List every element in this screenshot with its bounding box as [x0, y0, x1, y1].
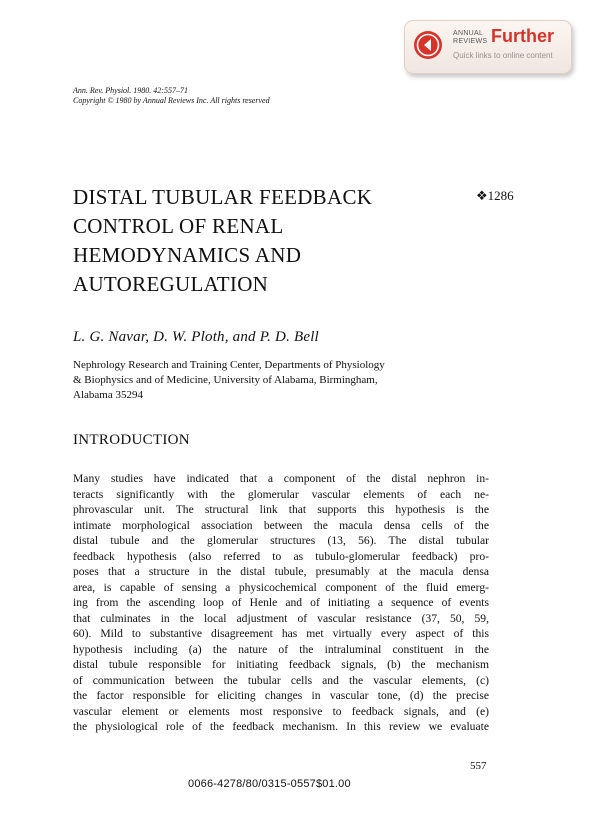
title-line: DISTAL TUBULAR FEEDBACK [73, 185, 373, 209]
authors: L. G. Navar, D. W. Ploth, and P. D. Bell [73, 329, 319, 345]
banner-further-label[interactable]: Further [491, 26, 554, 46]
body-line: vascular element or elements most responsive to feedback signals, and (e) [73, 704, 489, 718]
body-line: phrovascular unit. The structural link that supports this hypothesis is the [73, 503, 489, 516]
footer-code: 0066-4278/80/0315-0557$01.00 [188, 778, 351, 790]
banner-quick-links[interactable]: Quick links to online content [453, 51, 553, 60]
article-title [73, 183, 433, 299]
citation [73, 86, 270, 106]
section-heading: INTRODUCTION [73, 432, 190, 448]
further-banner[interactable] [404, 20, 572, 74]
body-line: feedback hypothesis (also referred to as tubulo-glomerular feedback) pro- [73, 549, 489, 563]
banner-annual-reviews: ANNUAL REVIEWS [453, 30, 488, 45]
body-paragraph [73, 471, 489, 735]
title-line: HEMODYNAMICS AND [73, 243, 302, 267]
body-line: distal tubule responsible for initiating feedback signals, (b) the mechanism [73, 658, 489, 671]
body-line: ing from the ascending loop of Henle and of initiating a sequence of events [73, 596, 489, 609]
body-line: teracts significantly with the glomerular vascular elements of each ne- [73, 487, 489, 501]
citation-journal: Ann. Rev. Physiol. 1980. 42:557–71 [73, 86, 188, 95]
body-line: Many studies have indicated that a component of the distal nephron in- [73, 472, 489, 485]
body-line: hypothesis including (a) the nature of the intraluminal constituent in the [73, 642, 489, 656]
title-line: CONTROL OF RENAL [73, 214, 284, 238]
affiliation-line: Alabama 35294 [73, 389, 143, 401]
body-line: poses that a structure in the distal tubule, presumably at the macula densa [73, 565, 489, 578]
title-line: AUTOREGULATION [73, 272, 269, 296]
body-line: intimate morphological association between the macula densa cells of the [73, 518, 489, 532]
document-id: ❖1286 [476, 188, 514, 203]
body-line: of communication between the tubular cells and the vascular elements, (c) [73, 673, 489, 687]
body-line: area, is capable of sensing a physicochemical component of the fluid emerg- [73, 580, 489, 594]
body-line: that culminates in the local adjustment of vascular resistance (37, 50, 59, [73, 611, 489, 625]
affiliation-line: & Biophysics and of Medicine, University of Alabama, Birmingham, [73, 374, 378, 386]
annual-reviews-logo-icon [413, 30, 443, 60]
body-line: the physiological role of the feedback mechanism. In this review we evaluate [73, 720, 489, 733]
affiliation [73, 358, 473, 403]
body-line: 60). Mild to substantive disagreement has met virtually every aspect of this [73, 627, 489, 640]
body-line: the factor responsible for eliciting changes in vascular tone, (d) the precise [73, 689, 489, 702]
page-number: 557 [470, 760, 487, 772]
body-line: distal tubule and the glomerular structures (13, 56). The distal tubular [73, 534, 489, 547]
citation-copyright: Copyright © 1980 by Annual Reviews Inc. All rights reserved [73, 96, 270, 105]
affiliation-line: Nephrology Research and Training Center, Departments of Physiology [73, 359, 385, 371]
